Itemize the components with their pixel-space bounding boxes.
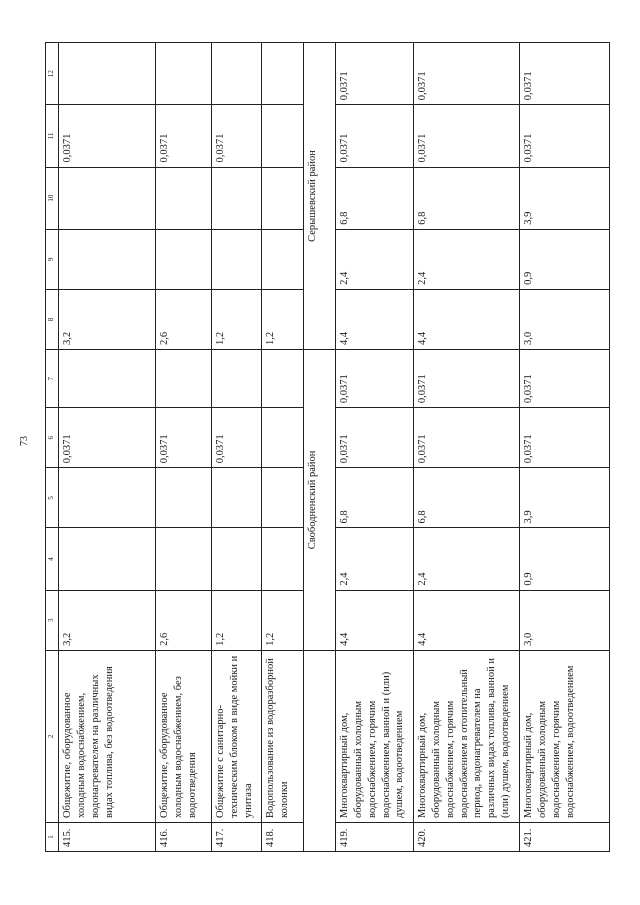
cell-value [262,350,304,408]
cell-value [59,468,156,528]
col-header: 7 [46,350,59,408]
col-header: 6 [46,408,59,468]
row-description: Общежитие, оборудованное холодным водоснабжением, водонагревателем на различных видах топлива, без водоотведения [59,650,156,822]
cell-value [262,468,304,528]
region-spacer [304,650,336,851]
col-header: 9 [46,229,59,289]
cell-value: 3,2 [59,289,156,349]
table-row [520,43,610,852]
col-header: 10 [46,167,59,229]
row-description: Многоквартирный дом, оборудованный холодным водоснабжением, горячим водоснабжением в отопительный период, водонагревателем на различных видах топлива, ванной и (или) душем, водоотведением [414,650,520,822]
table-row [59,43,156,852]
cell-value [212,350,262,408]
row-number: 420. [414,822,520,851]
cell-value: 0,0371 [59,105,156,167]
cell-value [262,43,304,105]
cell-value: 1,2 [212,590,262,650]
cell-value [59,43,156,105]
col-header: 4 [46,528,59,590]
cell-value: 3,9 [520,468,610,528]
table-row [414,43,520,852]
column-number-row [46,43,59,852]
cell-value [212,528,262,590]
cell-value: 0,0371 [520,408,610,468]
cell-value: 3,0 [520,289,610,349]
cell-value: 3,9 [520,167,610,229]
cell-value [156,528,212,590]
cell-value: 0,0371 [212,408,262,468]
cell-value: 0,0371 [414,408,520,468]
cell-value: 2,4 [414,229,520,289]
cell-value [212,167,262,229]
cell-value: 2,4 [336,528,414,590]
cell-value: 4,4 [336,590,414,650]
cell-value: 0,0371 [414,350,520,408]
table-row [262,43,304,852]
row-description: Общежитие, оборудованное холодным водоснабжением, без водоотведения [156,650,212,822]
cell-value [212,468,262,528]
col-header: 11 [46,105,59,167]
cell-value: 0,0371 [156,105,212,167]
cell-value [156,229,212,289]
cell-value: 4,4 [414,289,520,349]
region-label-right: Серышевский район [304,43,336,350]
cell-value: 0,9 [520,528,610,590]
cell-value: 0,9 [520,229,610,289]
cell-value [156,43,212,105]
cell-value: 0,0371 [59,408,156,468]
row-number: 421. [520,822,610,851]
cell-value: 0,0371 [520,350,610,408]
page-number: 73 [19,436,30,446]
cell-value: 4,4 [336,289,414,349]
cell-value: 2,4 [336,229,414,289]
cell-value [156,167,212,229]
col-header: 8 [46,289,59,349]
cell-value: 4,4 [414,590,520,650]
row-number: 415. [59,822,156,851]
cell-value: 0,0371 [520,43,610,105]
cell-value [59,528,156,590]
cell-value [262,528,304,590]
col-header: 2 [46,650,59,822]
rotated-table-wrapper [45,42,610,852]
region-header-row [304,43,336,852]
row-description: Многоквартирный дом, оборудованный холодным водоснабжением, горячим водоснабжением, водоотведением [520,650,610,822]
cell-value [156,350,212,408]
cell-value: 2,6 [156,590,212,650]
table-row [336,43,414,852]
cell-value: 6,8 [414,468,520,528]
col-header: 12 [46,43,59,105]
cell-value [212,43,262,105]
cell-value [262,229,304,289]
cell-value [262,105,304,167]
cell-value: 6,8 [414,167,520,229]
cell-value [59,167,156,229]
row-description: Многоквартирный дом, оборудованный холодным водоснабжением, горячим водоснабжением, ванной и (или) душем, водоотведением [336,650,414,822]
cell-value: 2,6 [156,289,212,349]
row-number: 418. [262,822,304,851]
cell-value: 6,8 [336,167,414,229]
cell-value [59,350,156,408]
cell-value: 0,0371 [336,350,414,408]
cell-value: 0,0371 [336,43,414,105]
cell-value: 3,0 [520,590,610,650]
cell-value: 1,2 [212,289,262,349]
cell-value: 2,4 [414,528,520,590]
cell-value: 0,0371 [156,408,212,468]
row-number: 419. [336,822,414,851]
table-row [212,43,262,852]
cell-value [262,167,304,229]
cell-value: 0,0371 [336,105,414,167]
region-label-left: Свободненский район [304,350,336,651]
cell-value: 0,0371 [414,105,520,167]
cell-value: 3,2 [59,590,156,650]
table-row [156,43,212,852]
cell-value: 0,0371 [520,105,610,167]
cell-value [59,229,156,289]
row-description: Водопользование из водоразборной колонки [262,650,304,822]
cell-value: 6,8 [336,468,414,528]
col-header: 1 [46,822,59,851]
cell-value [212,229,262,289]
cell-value [156,468,212,528]
row-number: 417. [212,822,262,851]
cell-value: 1,2 [262,289,304,349]
col-header: 3 [46,590,59,650]
row-number: 416. [156,822,212,851]
col-header: 5 [46,468,59,528]
cell-value: 0,0371 [414,43,520,105]
cell-value: 1,2 [262,590,304,650]
row-description: Общежитие с санитарно-техническим блоком в виде мойки и унитаза [212,650,262,822]
tariff-table [45,42,610,852]
cell-value: 0,0371 [336,408,414,468]
cell-value: 0,0371 [212,105,262,167]
cell-value [262,408,304,468]
